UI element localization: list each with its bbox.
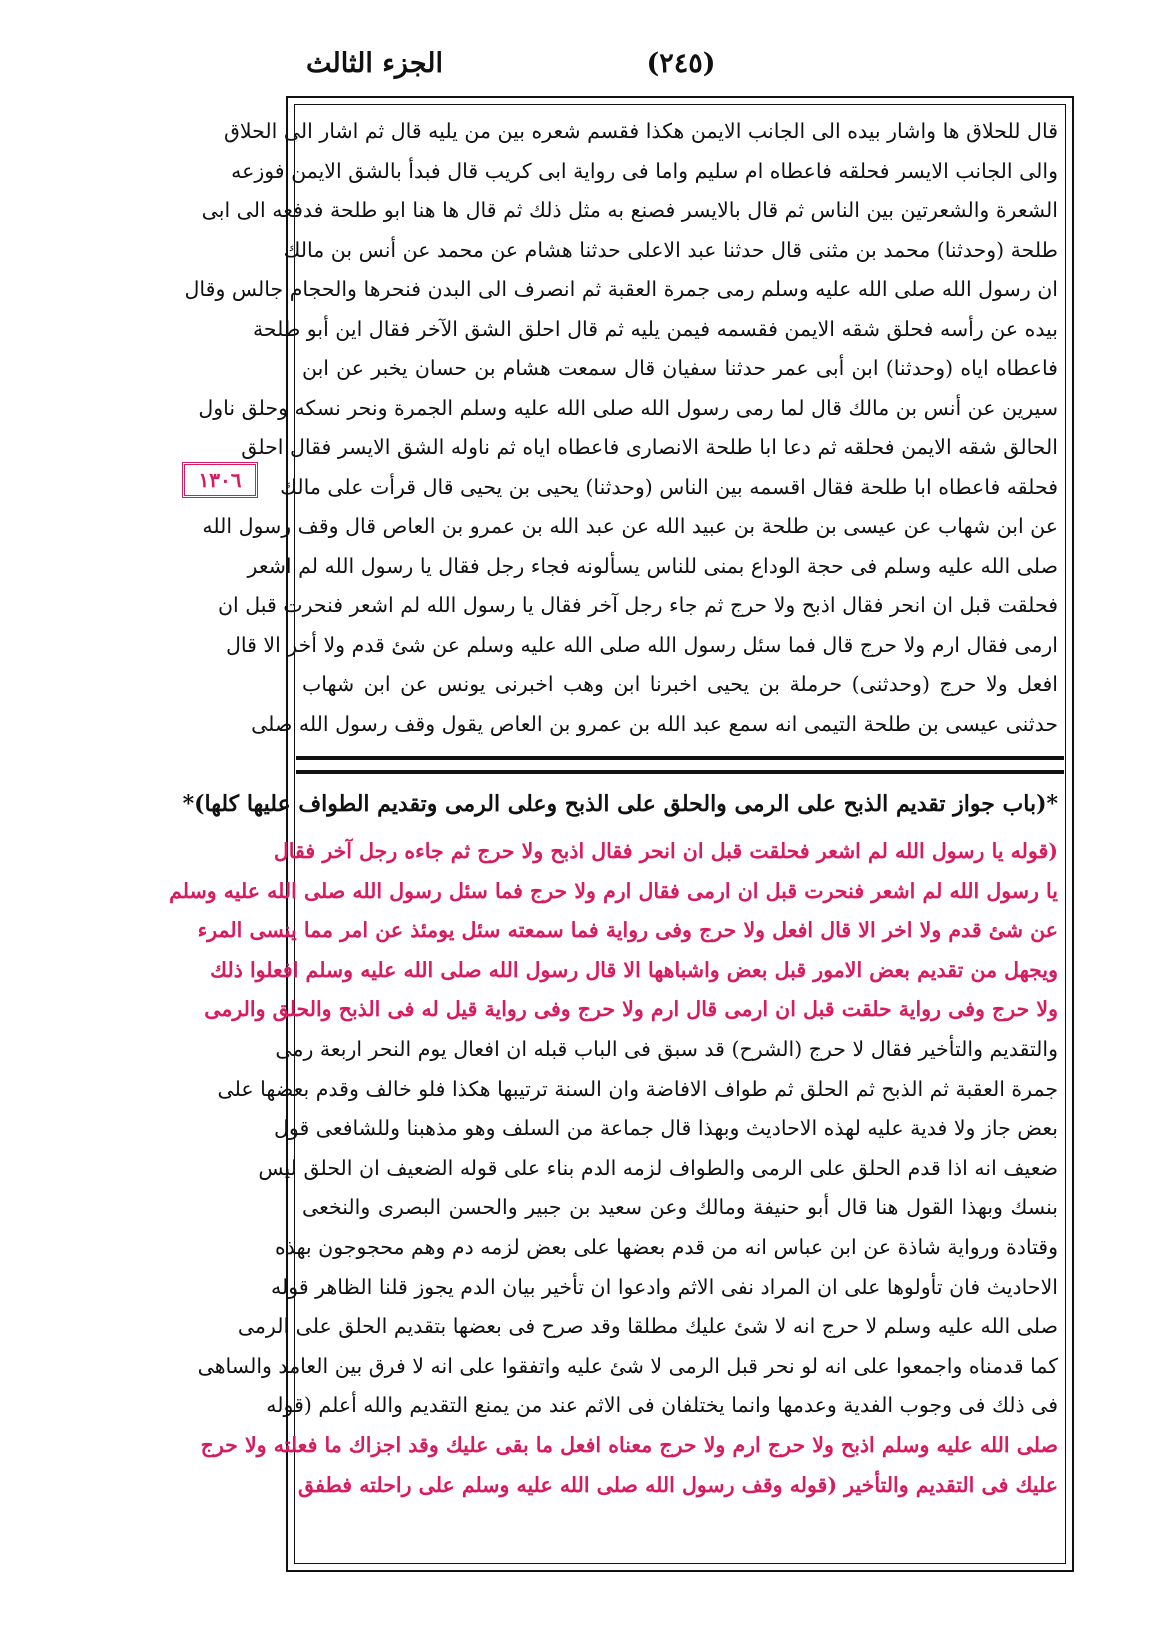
commentary-line: وقتادة ورواية شاذة عن ابن عباس انه من قدم بعضها على بعض لزمه دم وهم محجوجون بهذه (274, 1234, 1058, 1259)
commentary-line: ضعيف انه اذا قدم الحلق على الرمى والطواف لزمه الدم بناء على قوله الضعيف ان الحلق ليس (258, 1155, 1058, 1180)
highlighted-text-line: (قوله يا رسول الله لم اشعر فحلقت قبل ان انحر فقال اذبح ولا حرج ثم جاءه رجل آخر فقال (273, 839, 1058, 863)
commentary-line: كما قدمناه واجمعوا على انه لو نحر قبل الرمى لا شئ عليه واتفقوا على انه لا فرق بين العامد والساهى (197, 1353, 1058, 1378)
text-line: حدثنى عيسى بن طلحة التيمى انه سمع عبد الله بن عمرو بن العاص يقول وقف رسول الله صلى (251, 711, 1058, 736)
text-line: والى الجانب الايسر فحلقه فاعطاه ام سليم واما فى رواية ابى كريب قال فبدأ بالشق الايمن فوزعه (231, 158, 1058, 183)
text-line: بيده عن رأسه فحلق شقه الايمن فقسمه فيمن يليه ثم قال احلق الشق الآخر فقال اين أبو طلحة (252, 316, 1058, 341)
volume-label: الجزء الثالث (306, 48, 443, 79)
highlighted-text-line: يا رسول الله لم اشعر فنحرت قبل ان ارمى فقال ارم ولا حرج فما سئل رسول الله صلى الله عليه وسلم (169, 878, 1058, 903)
text-line: ارمى فقال ارم ولا حرج قال فما سئل رسول الله صلى الله عليه وسلم عن شئ قدم ولا أخر الا قال (225, 632, 1058, 657)
text-line: الحالق شقه الايمن فحلقه ثم دعا ابا طلحة الانصارى فاعطاه اياه ثم ناوله الشق الايسر فقال احلق (241, 435, 1058, 459)
page-number: (٢٤٥) (646, 48, 716, 79)
text-line: سيرين عن أنس بن مالك قال لما رمى رسول الله صلى الله عليه وسلم الجمرة ونحر نسكه وحلق ناول (198, 395, 1058, 420)
text-line: صلى الله عليه وسلم فى حجة الوداع بمنى للناس يسألونه فجاء رجل فقال يا رسول الله لم اشعر (247, 553, 1058, 578)
text-line: عن ابن شهاب عن عيسى بن طلحة بن عبيد الله عن عبد الله بن عمرو بن العاص قال وقف رسول الله (202, 514, 1058, 538)
highlighted-text-line: ولا حرج وفى رواية حلقت قبل ان ارمى قال ارم ولا حرج وفى رواية قيل له فى الذبح والحلق والرمى (204, 997, 1058, 1022)
section-divider (296, 756, 1064, 774)
commentary-section (169, 782, 1058, 1560)
text-line: فحلقت قبل ان انحر فقال اذبح ولا حرج ثم جاء رجل آخر فقال يا رسول الله لم اشعر فنحرت قبل ان (217, 593, 1058, 617)
page-header (286, 48, 1074, 88)
text-line: طلحة (وحدثنا) محمد بن مثنى قال حدثنا عبد الاعلى حدثنا هشام عن محمد عن أنس بن مالك (283, 237, 1058, 262)
commentary-line: والتقديم والتأخير فقال لا حرج (الشرح) قد سبق فى الباب قبله ان افعال يوم النحر اربعة رمى (275, 1036, 1058, 1061)
text-line: فحلقه فاعطاه ابا طلحة فقال اقسمه بين الناس (وحدثنا) يحيى بن يحيى قال قرأت على مالك (280, 474, 1058, 499)
text-line: قال للحلاق ها واشار بيده الى الجانب الايمن هكذا فقسم شعره بين من يليه قال ثم اشار الى الحلاق (223, 119, 1058, 143)
highlighted-text-line: ويجهل من تقديم بعض الامور قبل بعض واشباهها الا قال رسول الله صلى الله عليه وسلم افعلوا ذلك (210, 957, 1058, 982)
text-line: افعل ولا حرج (وحدثنى) حرملة بن يحيى اخبرنا ابن وهب اخبرنى يونس عن ابن شهاب (302, 672, 1058, 696)
hadith-number-badge: ١٣٠٦ (182, 462, 258, 498)
commentary-line: الاحاديث فان تأولوها على ان المراد نفى الاثم وادعوا ان تأخير بيان الدم يجوز قلنا الظاهر قوله (271, 1274, 1058, 1299)
commentary-line: جمرة العقبة ثم الذبح ثم الحلق ثم طواف الافاضة وان السنة ترتيبها هكذا فلو خالف وقدم بعضها على (217, 1076, 1058, 1101)
text-line: الشعرة والشعرتين بين الناس ثم قال بالايسر فصنع به مثل ذلك ثم قال ها هنا ابو طلحة فدفعه الى ابى (201, 198, 1058, 222)
commentary-line: بنسك وبهذا القول هنا قال أبو حنيفة ومالك وعن سعيد بن جبير والحسن البصرى والنخعى (302, 1195, 1058, 1220)
highlighted-text-line: عليك فى التقديم والتأخير (قوله وقف رسول الله صلى الله عليه وسلم على راحلته فطفق (298, 1472, 1058, 1497)
highlighted-text-line: عن شئ قدم ولا اخر الا قال افعل ولا حرج وفى رواية فما سمعته سئل يومئذ عن امر مما ينسى المرء (197, 918, 1058, 943)
text-line: فاعطاه اياه (وحدثنا) ابن أبى عمر حدثنا سفيان قال سمعت هشام بن حسان يخبر عن ابن (302, 356, 1058, 380)
chapter-title: *(باب جواز تقديم الذبح على الرمى والحلق على الذبح وعلى الرمى وتقديم الطواف عليها كلها)* (182, 791, 1058, 817)
commentary-line: صلى الله عليه وسلم لا حرج انه لا شئ عليك مطلقا وقد صرح فى بعضها بتقديم الحلق على الرمى (237, 1314, 1058, 1339)
commentary-line: بعض جاز ولا فدية عليه لهذه الاحاديث وبهذا قال جماعة من السلف وهو مذهبنا وللشافعى قول (273, 1116, 1058, 1141)
commentary-line: فى ذلك فى وجوب الفدية وعدمها وانما يختلفان فى الاثم عند من يمنع التقديم والله أعلم (قوله (266, 1393, 1058, 1418)
text-line: ان رسول الله صلى الله عليه وسلم رمى جمرة العقبة ثم انصرف الى البدن فنحرها والحجام جالس وقال (184, 277, 1058, 301)
highlighted-text-line: صلى الله عليه وسلم اذبح ولا حرج ارم ولا حرج معناه افعل ما بقى عليك وقد اجزاك ما فعلته ولا حرج (200, 1432, 1058, 1457)
